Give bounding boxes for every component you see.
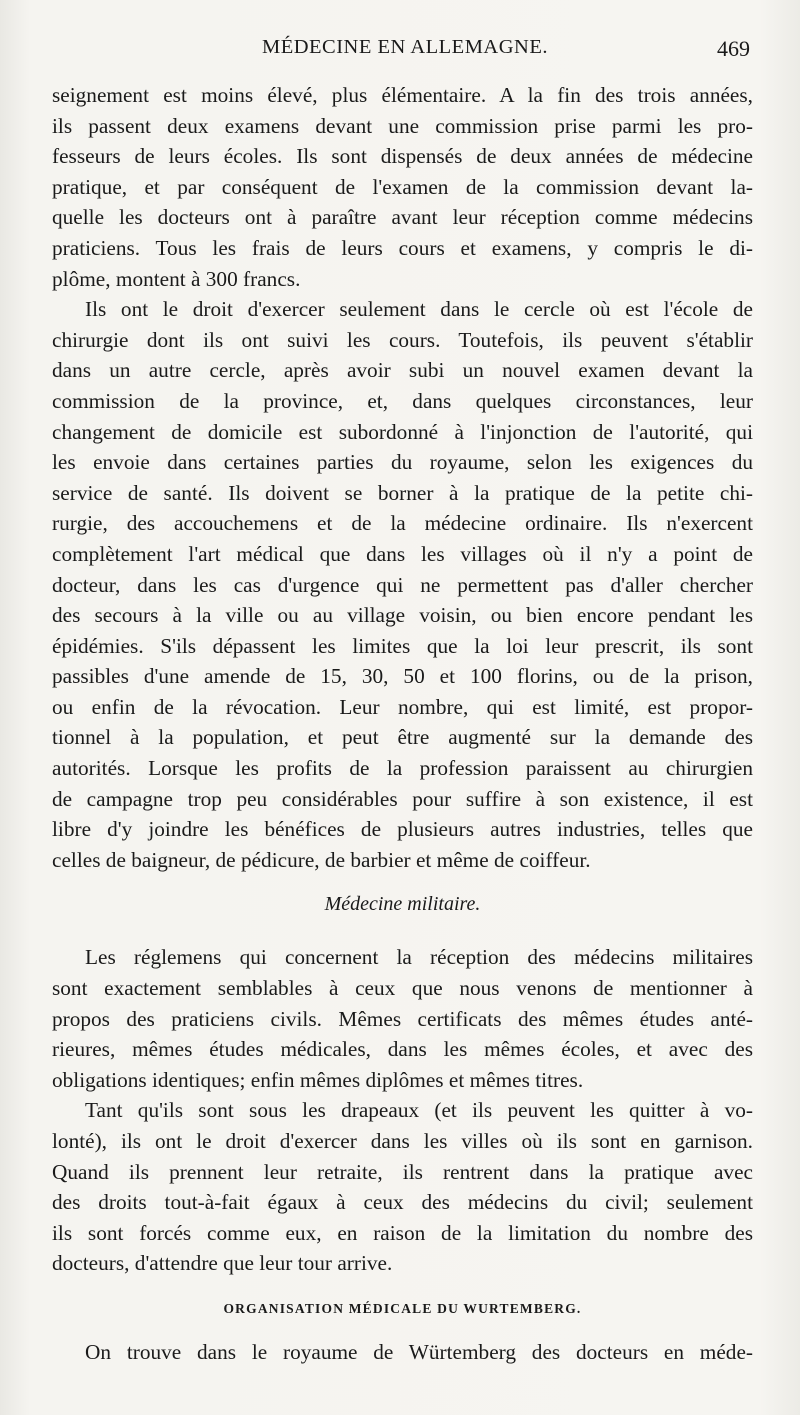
text-line: praticiens. Tous les frais de leurs cours et examens, y compris le di- [52,235,753,260]
text-line: celles de baigneur, de pédicure, de barbier et même de coiffeur. [52,847,591,872]
text-line: Ils ont le droit d'exercer seulement dans le cercle où est l'école de [85,297,753,322]
text-line: service de santé. Ils doivent se borner à la pratique de la petite chi- [52,480,753,505]
running-title: MÉDECINE EN ALLEMAGNE. [261,36,548,58]
text-line: fesseurs de leurs écoles. Ils sont dispensés de deux années de médecine [52,144,753,169]
page-header [60,34,750,66]
paragraph-military-service [52,1095,753,1279]
text-line: dans un autre cercle, après avoir subi un nouvel examen devant la [52,358,753,383]
text-line: épidémies. S'ils dépassent les limites que la loi leur prescrit, ils sont [52,633,753,658]
paragraph-wurtemberg [52,1337,753,1368]
text-line: ou enfin de la révocation. Leur nombre, qui est limité, est propor- [52,694,753,719]
text-line: les envoie dans certaines parties du royaume, selon les exigences du [52,450,753,475]
text-line: de campagne trop peu considérables pour suffire à son existence, il est [52,786,753,811]
text-line: complètement l'art médical que dans les villages où il n'y a point de [52,541,753,566]
text-line: rieures, mêmes études médicales, dans les mêmes écoles, et avec des [52,1037,753,1062]
text-line: autorités. Lorsque les profits de la profession paraissent au chirurgien [52,756,753,781]
text-line: des droits tout-à-fait égaux à ceux des médecins du civil; seulement [52,1190,753,1215]
text-line: passibles d'une amende de 15, 30, 50 et 100 florins, ou de la prison, [52,664,753,689]
text-line: rurgie, des accouchemens et de la médecine ordinaire. Ils n'exercent [52,511,753,536]
text-line: seignement est moins élevé, plus élémentaire. A la fin des trois années, [52,83,753,107]
text-line: tionnel à la population, et peut être augmenté sur la demande des [52,725,753,750]
text-line: On trouve dans le royaume de Würtemberg des docteurs en méde- [85,1339,753,1364]
text-line: Les réglemens qui concernent la réception des médecins militaires [85,945,753,970]
paragraph-military-rules [52,942,753,1095]
page-number: 469 [717,36,750,61]
text-line: libre d'y joindre les bénéfices de plusieurs autres industries, telles que [52,817,753,842]
text-line: pratique, et par conséquent de l'examen de la commission devant la- [52,174,753,199]
text-line: commission de la province, et, dans quelques circonstances, leur [52,388,753,413]
body-text [52,80,753,1368]
text-line: des secours à la ville ou au village voisin, ou bien encore pendant les [52,603,753,628]
text-line: Quand ils prennent leur retraite, ils rentrent dans la pratique avec [52,1159,753,1184]
text-line: Tant qu'ils sont sous les drapeaux (et ils peuvent les quitter à vo- [85,1098,753,1123]
text-line: propos des praticiens civils. Mêmes certificats des mêmes études anté- [52,1006,753,1031]
text-line: ils sont forcés comme eux, en raison de la limitation du nombre des [52,1220,753,1245]
text-line: lonté), ils ont le droit d'exercer dans les villes où ils sont en garnison. [52,1129,753,1153]
section-title-military: Médecine militaire. [324,893,481,916]
section-title-organisation: ORGANISATION MÉDICALE DU WURTEMBERG. [223,1300,582,1316]
text-line: obligations identiques; enfin mêmes diplômes et mêmes titres. [52,1067,584,1092]
paragraph-surgeons-rights [52,294,753,875]
text-line: quelle les docteurs ont à paraître avant leur réception comme médecins [52,205,753,230]
text-line: sont exactement semblables à ceux que nous venons de mentionner à [52,976,753,1001]
paragraph-continued [52,80,753,294]
text-line: changement de domicile est subordonné à l'injonction de l'autorité, qui [52,419,753,444]
text-line: docteurs, d'attendre que leur tour arrive. [52,1251,393,1276]
text-line: docteur, dans les cas d'urgence qui ne permettent pas d'aller chercher [52,572,753,597]
text-line: chirurgie dont ils ont suivi les cours. Toutefois, ils peuvent s'établir [52,327,753,352]
text-line: plôme, montent à 300 francs. [52,266,301,291]
text-line: ils passent deux examens devant une commission prise parmi les pro- [52,113,753,138]
